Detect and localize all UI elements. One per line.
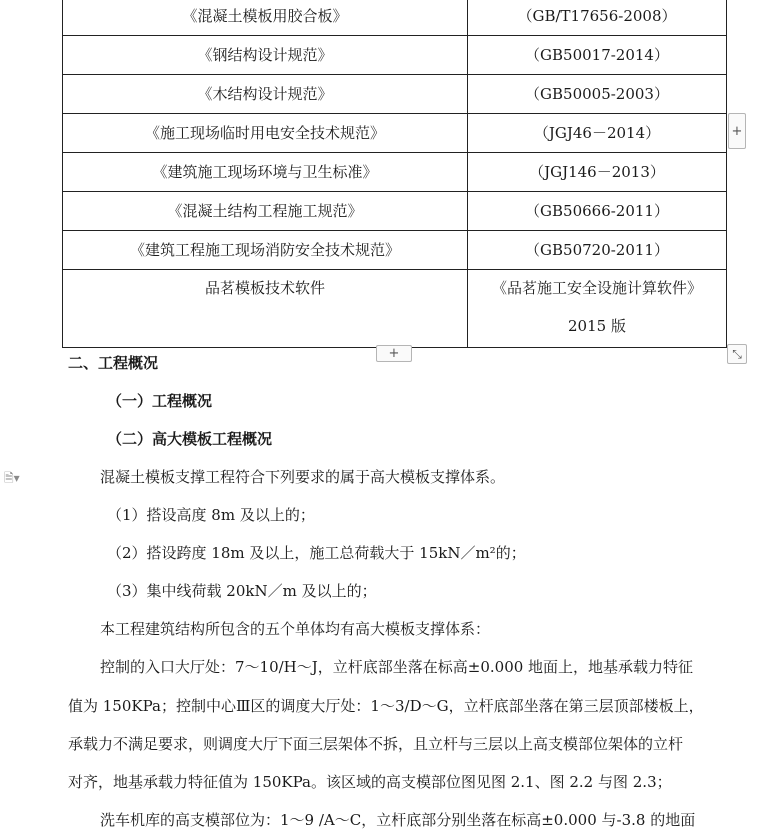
list-item: （3）集中线荷载 20kN／m 及以上的； xyxy=(107,582,377,600)
table-row xyxy=(63,192,727,231)
section-heading: 二、工程概况 xyxy=(68,354,159,372)
table-cell-standard-code[interactable]: （GB/T17656-2008） xyxy=(468,0,727,36)
body-paragraph: 控制的入口大厅处：7～10/H～J，立杆底部坐落在标高±0.000 地面上，地基承载力特征 xyxy=(100,658,694,676)
table-cell-standard-name[interactable]: 《混凝土结构工程施工规范》 xyxy=(63,192,468,231)
list-item: （2）搭设跨度 18m 及以上，施工总荷载大于 15kN／m²的； xyxy=(107,544,526,562)
list-item: （1）搭设高度 8m 及以上的； xyxy=(107,506,315,524)
body-paragraph: 洗车机库的高支模部位为：1～9 /A～C，立杆底部分别坐落在标高±0.000 与-3.8 的地面 xyxy=(100,811,696,829)
resize-icon: ⤡ xyxy=(732,346,742,361)
body-paragraph: 对齐，地基承载力特征值为 150KPa。该区域的高支模部位图见图 2.1、图 2.2 与图 2.3； xyxy=(68,773,672,791)
table-cell-standard-code[interactable]: （GB50666-2011） xyxy=(468,192,727,231)
table-row xyxy=(63,36,727,75)
table-row xyxy=(63,153,727,192)
table-cell-standard-name[interactable]: 《建筑施工现场环境与卫生标准》 xyxy=(63,153,468,192)
table-row xyxy=(63,114,727,153)
plus-icon: + xyxy=(388,346,400,361)
table-cell-software-name[interactable] xyxy=(63,270,468,348)
body-paragraph: 混凝土模板支撑工程符合下列要求的属于高大模板支撑体系。 xyxy=(100,468,506,486)
table-cell-standard-code[interactable]: （JGJ46－2014） xyxy=(468,114,727,153)
software-product-line1: 《品茗施工安全设施计算软件》 xyxy=(491,279,702,297)
table-cell-software-product[interactable] xyxy=(468,270,727,348)
table-cell-standard-code[interactable]: （GB50720-2011） xyxy=(468,231,727,270)
table-row xyxy=(63,231,727,270)
table-row xyxy=(63,75,727,114)
body-paragraph: 承载力不满足要求，则调度大厅下面三层架体不拆，且立杆与三层以上高支模部位架体的立杆 xyxy=(68,735,684,753)
body-paragraph: 本工程建筑结构所包含的五个单体均有高大模板支撑体系： xyxy=(100,620,491,638)
table-row-software xyxy=(63,270,727,348)
body-paragraph: 值为 150KPa；控制中心Ⅲ区的调度大厅处：1～3/D～G，立杆底部坐落在第三层顶部楼板上， xyxy=(68,697,704,715)
table-cell-standard-code[interactable]: （GB50017-2014） xyxy=(468,36,727,75)
paragraph-menu-icon[interactable]: 🗎▾ xyxy=(4,471,20,485)
table-row xyxy=(63,0,727,36)
table-cell-standard-code[interactable]: （GB50005-2003） xyxy=(468,75,727,114)
table-cell-standard-name[interactable]: 《混凝土模板用胶合板》 xyxy=(63,0,468,36)
table-cell-standard-name[interactable]: 《木结构设计规范》 xyxy=(63,75,468,114)
plus-icon: + xyxy=(731,123,743,139)
subsection-heading: （二）高大模板工程概况 xyxy=(107,430,273,448)
standards-table xyxy=(62,0,727,348)
table-cell-standard-name[interactable]: 《施工现场临时用电安全技术规范》 xyxy=(63,114,468,153)
table-cell-standard-name[interactable]: 《钢结构设计规范》 xyxy=(63,36,468,75)
subsection-heading: （一）工程概况 xyxy=(107,392,213,410)
add-row-button[interactable] xyxy=(728,113,746,149)
table-cell-standard-name[interactable]: 《建筑工程施工现场消防安全技术规范》 xyxy=(63,231,468,270)
software-product-line2: 2015 版 xyxy=(568,317,626,335)
software-name-text: 品茗模板技术软件 xyxy=(204,279,325,297)
table-cell-standard-code[interactable]: （JGJ146－2013） xyxy=(468,153,727,192)
